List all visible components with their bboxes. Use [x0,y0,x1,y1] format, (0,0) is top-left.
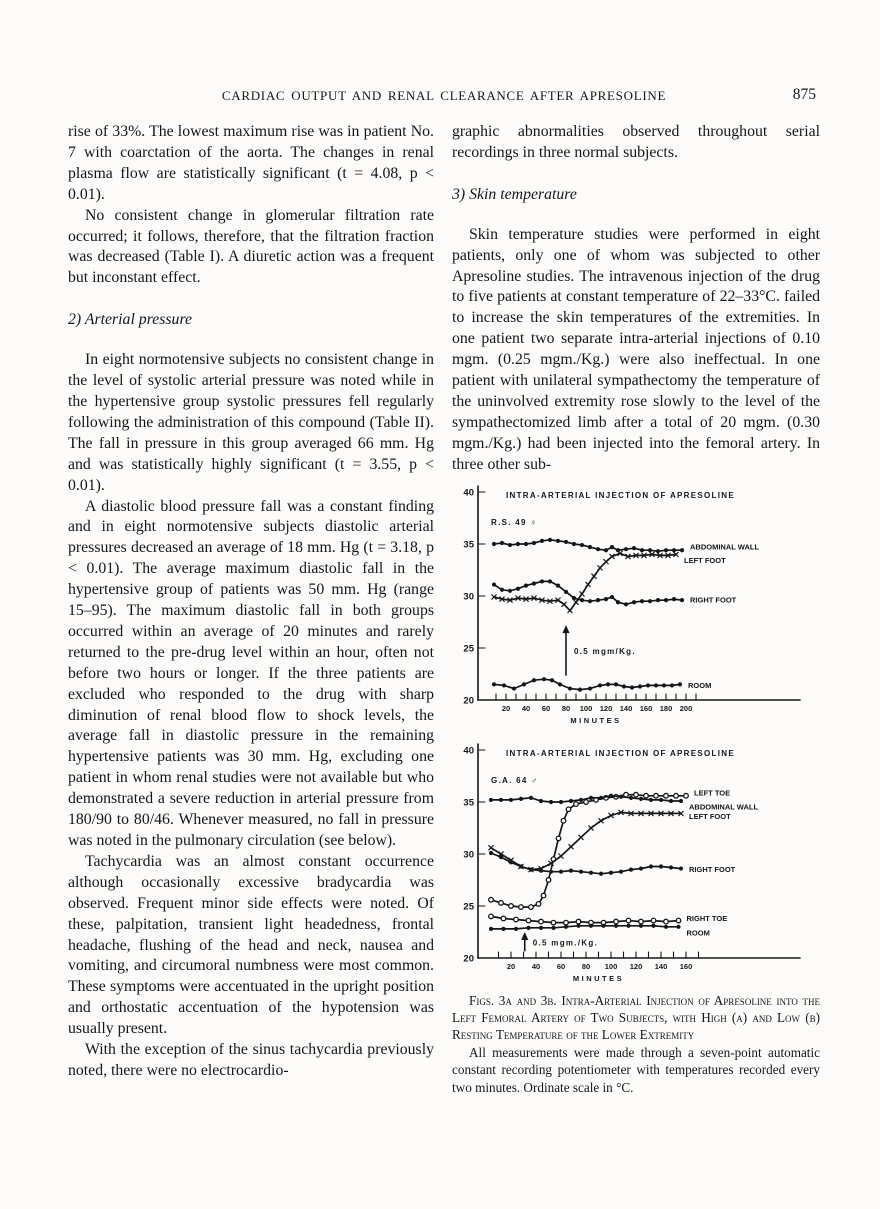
svg-text:30: 30 [463,591,474,603]
figure-3a-line-chart [452,482,804,734]
running-head-title: CARDIAC OUTPUT AND RENAL CLEARANCE AFTER APRESOLINE [221,88,667,103]
svg-text:35: 35 [463,539,474,551]
svg-text:RIGHT FOOT: RIGHT FOOT [690,595,737,605]
svg-text:LEFT FOOT: LEFT FOOT [684,555,726,565]
svg-text:20: 20 [501,703,511,713]
svg-text:20: 20 [463,695,474,707]
paragraph-diastolic-pressure: A diastolic blood pressure fall was a constant finding and in eight normotensive subjects diastolic arterial pressures decreased an average of 18 mm. Hg (t = 3.18, p < 0.01). The average maximum diastolic fall in the hypertensive group of patients was 50 mm. Hg (range 15–95). The maximum diastolic fall in both groups occurred within an average of 20 minutes and rarely returned to the pre-drug level within an hour, often not before two hours or longer. If the three patients are excluded who responded to the drug with sharp diminution of renal blood flow to shock levels, the average fall in diastolic pressure in the remaining hypertensive patients was 30 mm. Hg, excluding one patient in whom renal studies were not available but who demonstrated a severe reduction in arterial pressure from 180/90 to 80/46. Whenever measured, no fall in pressure was noted in the pulmonary circulation (see below). [68,497,434,849]
svg-text:LEFT TOE: LEFT TOE [694,787,731,797]
svg-text:ROOM: ROOM [688,680,712,690]
svg-text:40: 40 [463,487,474,499]
svg-text:160: 160 [639,703,653,713]
left-column [68,122,434,1082]
svg-text:100: 100 [579,703,593,713]
svg-text:R.S. 49 ♀: R.S. 49 ♀ [491,517,538,527]
svg-text:120: 120 [599,703,613,713]
section-heading-arterial-pressure: 2) Arterial pressure [68,311,193,329]
page-number: 875 [792,86,816,103]
svg-text:ROOM: ROOM [686,927,710,937]
svg-text:MINUTES: MINUTES [572,973,625,983]
svg-text:0.5 mgm/Kg.: 0.5 mgm/Kg. [574,646,636,656]
paragraph-systolic-pressure: In eight normotensive subjects no consistent change in the level of systolic arterial pressure was noted while in the hypertensive group systolic pressures fell regularly following the administration of this compound (Table II). The fall in pressure in this group averaged 66 mm. Hg and was statistically highly significant (t = 3.55, p < 0.01). [68,351,434,494]
svg-text:60: 60 [541,703,551,713]
svg-text:200: 200 [679,703,693,713]
svg-text:80: 80 [581,961,591,971]
section-heading-skin-temperature: 3) Skin temperature [452,185,577,203]
svg-text:80: 80 [561,703,571,713]
running-head [68,88,820,104]
svg-text:25: 25 [463,643,474,655]
paragraph-serial-recordings: graphic abnormalities observed throughout serial recordings in three normal subjects. [452,123,820,161]
svg-text:25: 25 [463,901,474,913]
svg-text:40: 40 [463,745,474,757]
svg-text:120: 120 [629,961,643,971]
svg-text:20: 20 [463,953,474,965]
svg-text:ABDOMINAL WALL: ABDOMINAL WALL [689,802,759,812]
svg-text:INTRA-ARTERIAL INJECTION OF AP: INTRA-ARTERIAL INJECTION OF APRESOLINE [506,490,735,500]
svg-text:40: 40 [521,703,531,713]
svg-text:100: 100 [604,961,618,971]
svg-text:MINUTES: MINUTES [570,715,622,725]
svg-text:20: 20 [506,961,516,971]
paragraph-renal-plasma-flow: rise of 33%. The lowest maximum rise was in patient No. 7 with coarctation of the aorta. The changes in renal plasma flow are statistically significant (t = 4.08, p < 0.01). [68,123,434,203]
svg-text:INTRA-ARTERIAL INJECTION OF AP: INTRA-ARTERIAL INJECTION OF APRESOLINE [506,748,735,758]
svg-text:ABDOMINAL WALL: ABDOMINAL WALL [690,542,760,552]
right-column [452,122,820,1096]
svg-text:180: 180 [659,703,673,713]
paragraph-glomerular-filtration: No consistent change in glomerular filtration rate occurred; it follows, therefore, that the filtration fraction was decreased (Table I). A diuretic action was a frequent but inconstant effect. [68,206,434,287]
svg-text:RIGHT TOE: RIGHT TOE [686,913,728,923]
figure-caption-note: All measurements were made through a seven-point automatic constant recording potentiometer with temperatures recorded every two minutes. Ordinate scale in °C. [452,1044,820,1095]
svg-text:30: 30 [463,849,474,861]
figure-3b-line-chart [452,740,804,992]
paragraph-electrocardiographic: With the exception of the sinus tachycardia previously noted, there were no electrocardio- [68,1041,434,1079]
svg-text:0.5 mgm./Kg.: 0.5 mgm./Kg. [532,937,599,947]
svg-text:160: 160 [679,961,693,971]
figure-caption: Figs. 3a and 3b. Intra-Arterial Injection of Apresoline into the Left Femoral Artery of Two Subjects, with High (a) and Low (b) Resting Temperature of the Lower Extremity [452,992,820,1043]
svg-text:35: 35 [463,797,474,809]
paragraph-tachycardia-side-effects: Tachycardia was an almost constant occurrence although occasionally excessive bradycardia was observed. Frequent minor side effects were noted. Of these, palpitation, transient light headedness, frontal headache, flushing of the head and neck, nausea and vomiting, and circumoral numbness were most common. These symptoms were accentuated in the upright position and orthostatic accentuation of the hypotension was usually present. [68,852,434,1038]
svg-text:40: 40 [531,961,541,971]
paragraph-skin-temperature-studies: Skin temperature studies were performed in eight patients, only one of whom was subjected to other Apresoline studies. The intravenous injection of the drug to five patients at constant temperature of 22–33°C. failed to increase the skin temperatures of the extremities. In one patient two separate intra-arterial injections of 0.10 mgm. (0.25 mgm./Kg.) were also ineffectual. In one patient with unilateral sympathectomy the temperature of the uninvolved extremity rose slowly to the level of the sympathectomized limb after a total of 20 mgm. (0.30 mgm./Kg.) had been injected into the femoral artery. In three other sub- [452,225,820,473]
svg-text:LEFT FOOT: LEFT FOOT [689,811,731,821]
svg-text:RIGHT FOOT: RIGHT FOOT [689,864,736,874]
svg-text:G.A. 64 ♂: G.A. 64 ♂ [491,775,539,785]
svg-text:140: 140 [654,961,668,971]
svg-text:60: 60 [556,961,566,971]
svg-text:140: 140 [619,703,633,713]
